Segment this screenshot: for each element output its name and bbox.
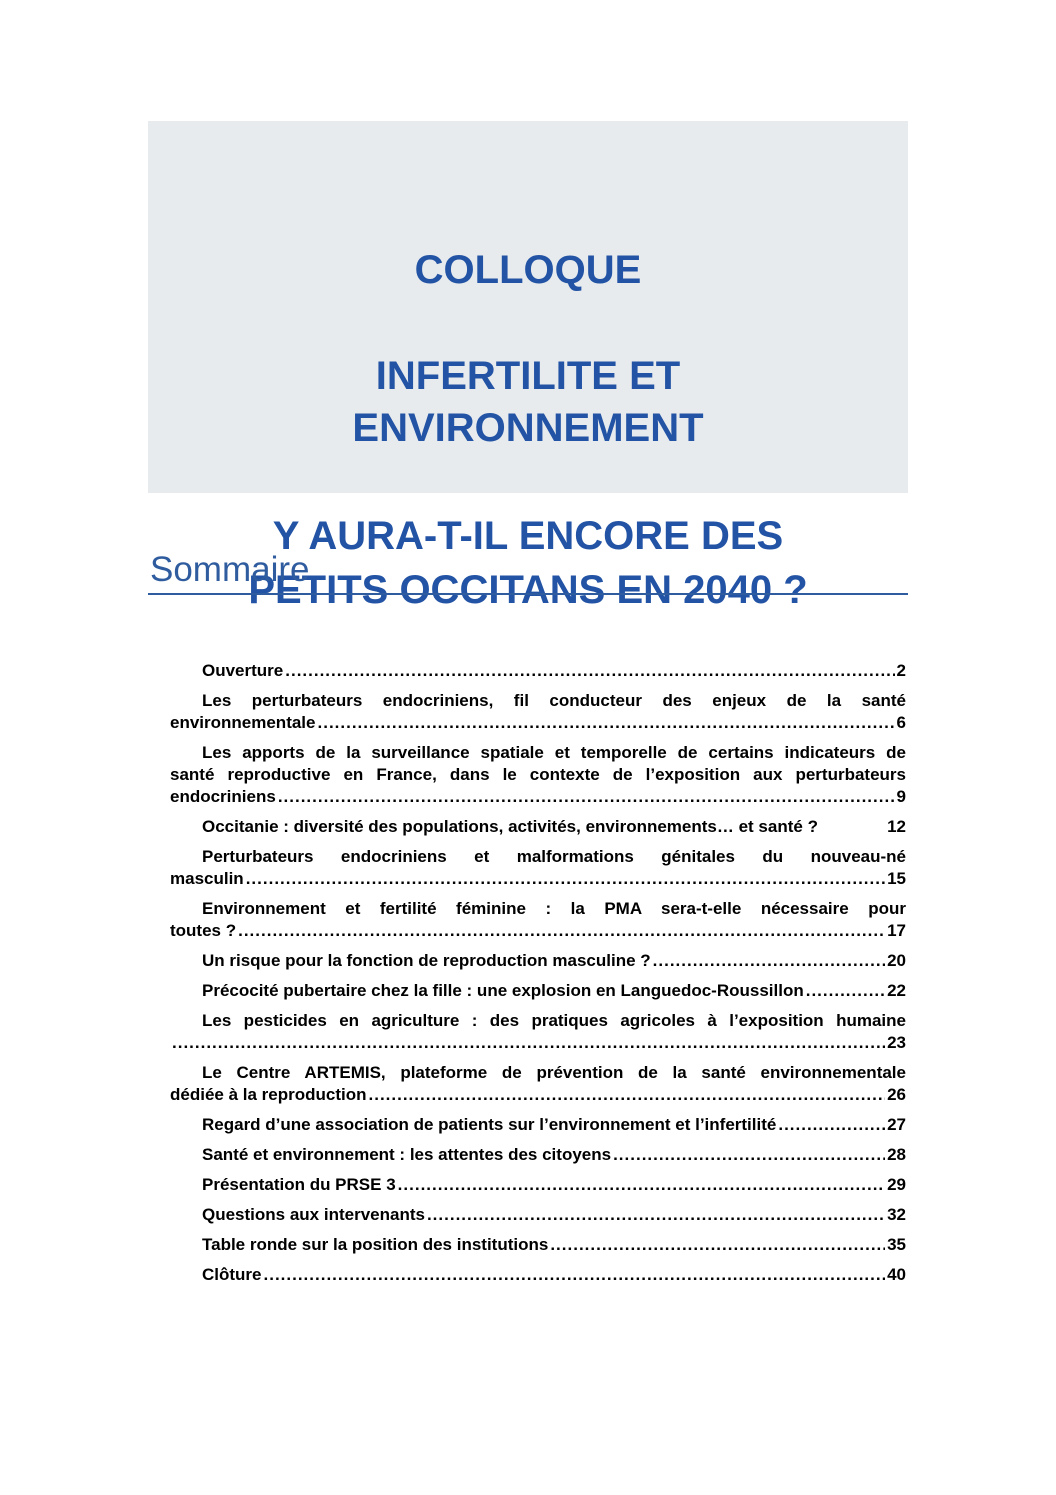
- toc-leader-dots: [285, 660, 894, 682]
- toc-entry-title: Le Centre ARTEMIS, plateforme de prévention de la santé environnementale: [202, 1063, 906, 1082]
- toc-entry-title-continued: dédiée à la reproduction: [170, 1085, 367, 1104]
- toc-entry-prse3[interactable]: [170, 1174, 906, 1196]
- toc-entry-fertilite-feminine[interactable]: [170, 898, 906, 942]
- title-line-environnement: ENVIRONNEMENT: [352, 406, 704, 450]
- toc-page-number: 40: [887, 1265, 906, 1284]
- toc-entry-title: Les perturbateurs endocriniens, fil conducteur des enjeux de la santé: [202, 691, 906, 710]
- toc-leader-dots: [778, 1114, 885, 1136]
- toc-entry-attentes-citoyens[interactable]: [170, 1144, 906, 1166]
- toc-entry-title-continued: santé reproductive en France, dans le contexte de l’exposition aux perturbateurs: [170, 765, 906, 784]
- toc-leader-dots: [369, 1084, 886, 1106]
- toc-page-number: 26: [887, 1085, 906, 1104]
- toc-page-number: 35: [887, 1235, 906, 1254]
- toc-entry-title: Environnement et fertilité féminine : la PMA sera-t-elle nécessaire pour: [202, 899, 906, 918]
- toc-leader-dots: [653, 950, 885, 972]
- sommaire-divider: [148, 593, 908, 595]
- toc-entry-title: Santé et environnement : les attentes des citoyens: [202, 1145, 612, 1164]
- toc-leader-dots: [318, 712, 895, 734]
- toc-entry-questions-intervenants[interactable]: [170, 1204, 906, 1226]
- toc-entry-title: Clôture: [202, 1265, 262, 1284]
- toc-entry-title: Précocité pubertaire chez la fille : une explosion en Languedoc-Roussillon: [202, 981, 804, 1000]
- toc-entry-cloture[interactable]: [170, 1264, 906, 1286]
- toc-entry-title-continued: environnementale: [170, 713, 316, 732]
- title-line-question-part1: Y AURA-T-IL ENCORE DES: [272, 514, 784, 558]
- toc-page-number: 15: [887, 869, 906, 888]
- toc-page-number: 29: [887, 1175, 906, 1194]
- toc-entry-title: Les apports de la surveillance spatiale et temporelle de certains indicateurs de: [202, 743, 906, 762]
- toc-leader-dots: [264, 1264, 886, 1286]
- toc-entry-title: Les pesticides en agriculture : des pratiques agricoles à l’exposition humaine: [202, 1011, 906, 1030]
- toc-leader-dots: [398, 1174, 885, 1196]
- toc-entry-association-patients[interactable]: [170, 1114, 906, 1136]
- sommaire-heading: Sommaire: [150, 550, 310, 589]
- toc-entry-title: Regard d’une association de patients sur l’environnement et l’infertilité: [202, 1115, 777, 1134]
- toc-entry-title: Perturbateurs endocriniens et malformations génitales du nouveau-né: [202, 847, 906, 866]
- toc-page-number: 32: [887, 1205, 906, 1224]
- toc-leader-dots: [427, 1204, 885, 1226]
- toc-entry-surveillance-spatiale[interactable]: [170, 742, 906, 808]
- toc-entry-occitanie-diversite[interactable]: [170, 816, 906, 838]
- toc-entry-title-continued: toutes ?: [170, 921, 237, 940]
- title-line-question-part2: PETITS OCCITANS EN 2040 ?: [248, 568, 808, 612]
- toc-leader-dots: [550, 1234, 885, 1256]
- toc-entry-ouverture[interactable]: [170, 660, 906, 682]
- toc-entry-title: Ouverture: [202, 661, 284, 680]
- table-of-contents: [170, 660, 906, 1294]
- toc-entry-title: Table ronde sur la position des institutions: [202, 1235, 549, 1254]
- toc-entry-table-ronde[interactable]: [170, 1234, 906, 1256]
- title-line-colloque: COLLOQUE: [414, 248, 642, 292]
- toc-entry-title: Occitanie : diversité des populations, activités, environnements… et santé ?: [202, 817, 818, 836]
- toc-page-number: 17: [887, 921, 906, 940]
- toc-entry-pesticides-agriculture[interactable]: [170, 1010, 906, 1054]
- toc-leader-dots: [246, 868, 885, 890]
- toc-page-number: 2: [896, 661, 906, 680]
- toc-page-number: 12: [887, 817, 906, 836]
- toc-entry-centre-artemis[interactable]: [170, 1062, 906, 1106]
- toc-leader-dots: [172, 1032, 885, 1054]
- toc-page-number: 22: [887, 981, 906, 1000]
- toc-page-number: 28: [887, 1145, 906, 1164]
- toc-entry-malformations-genitales[interactable]: [170, 846, 906, 890]
- toc-leader-dots: [613, 1144, 885, 1166]
- toc-entry-reproduction-masculine[interactable]: [170, 950, 906, 972]
- toc-page-number: 27: [887, 1115, 906, 1134]
- toc-entry-title-continued: masculin: [170, 869, 244, 888]
- toc-entry-title-continued: endocriniens: [170, 787, 276, 806]
- toc-entry-precocite-pubertaire[interactable]: [170, 980, 906, 1002]
- toc-page-number: 6: [896, 713, 906, 732]
- toc-entry-perturbateurs-fil-conducteur[interactable]: [170, 690, 906, 734]
- toc-leader-dots: [278, 786, 895, 808]
- toc-page-number: 9: [896, 787, 906, 806]
- toc-page-number: 23: [887, 1033, 906, 1052]
- toc-entry-title: Présentation du PRSE 3: [202, 1175, 396, 1194]
- toc-entry-title: Questions aux intervenants: [202, 1205, 425, 1224]
- toc-leader-dots: [238, 920, 885, 942]
- title-line-infertilite: INFERTILITE ET: [375, 354, 681, 398]
- toc-leader-dots: [806, 980, 885, 1002]
- toc-page-number: 20: [887, 951, 906, 970]
- toc-entry-title: Un risque pour la fonction de reproduction masculine ?: [202, 951, 651, 970]
